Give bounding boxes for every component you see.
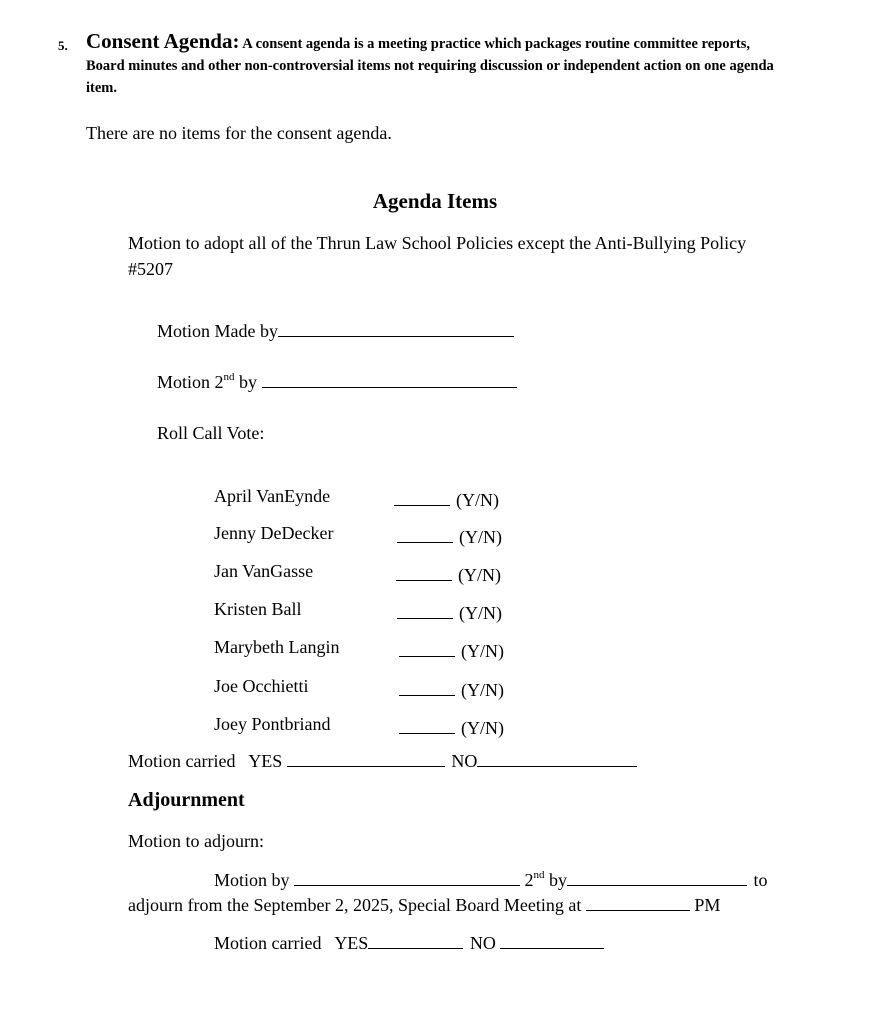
vote-blank[interactable] [397,603,453,619]
vote-blank[interactable] [399,680,455,696]
yn-label: (Y/N) [458,565,501,585]
adjourn-line2 [128,895,720,916]
vote-row [397,603,502,624]
member-name: Jan VanGasse [214,561,314,581]
vote-row [396,565,501,586]
motion-text-line1: Motion to adopt all of the Thrun Law School Policies except the Anti-Bullying Policy [128,233,747,253]
vote-row [399,718,504,739]
motion-2nd-blank[interactable] [262,372,517,388]
yn-label: (Y/N) [461,641,504,661]
member-name: Kristen Ball [214,599,302,619]
pm-label: PM [694,895,721,915]
yn-label: (Y/N) [459,527,502,547]
adjourn-yes-label: YES [334,933,369,953]
motion-2nd-row [157,372,517,393]
vote-row [399,680,504,701]
adjourn-meeting-text: adjourn from the September 2, 2025, Special Board Meeting at [128,895,582,915]
vote-blank[interactable] [399,718,455,734]
vote-row [399,641,504,662]
adjourn-carried-label: Motion carried [214,933,322,953]
motion-made-by-blank[interactable] [278,321,514,337]
vote-blank[interactable] [396,565,452,581]
vote-row [397,527,502,548]
adjourn-no-label: NO [469,933,496,953]
adjourn-2nd-blank[interactable] [567,870,747,886]
yes-blank[interactable] [287,751,445,767]
section-number: 5. [58,38,68,53]
adjourn-carried-row [214,933,604,954]
yn-label: (Y/N) [461,680,504,700]
adjourn-no-blank[interactable] [500,933,604,949]
motion-text-line2: #5207 [128,259,173,279]
motion-made-by-label: Motion Made by [157,321,278,341]
no-label: NO [451,751,478,771]
motion-to-adjourn: Motion to adjourn: [128,831,264,851]
adjournment-title: Adjournment [128,789,245,811]
vote-blank[interactable] [397,527,453,543]
member-name: Jenny DeDecker [214,523,334,543]
no-items-text: There are no items for the consent agenda. [86,123,392,143]
motion-2nd-label: Motion 2nd by [157,371,258,392]
motion-made-by-row [157,321,514,342]
vote-row [394,490,499,511]
agenda-items-title: Agenda Items [372,189,498,213]
adjourn-motion-by-blank[interactable] [294,870,520,886]
member-name: Joe Occhietti [214,676,309,696]
adjourn-2nd-label: 2nd by [524,869,568,890]
vote-blank[interactable] [399,641,455,657]
no-blank[interactable] [477,751,637,767]
vote-blank[interactable] [394,490,450,506]
member-name: Marybeth Langin [214,637,340,657]
yes-label: YES [248,751,283,771]
consent-agenda-block [86,30,786,99]
yn-label: (Y/N) [459,603,502,623]
adjourn-motion-by-label: Motion by [214,870,290,890]
yn-label: (Y/N) [461,718,504,738]
motion-carried-row [128,751,637,772]
consent-agenda-title: Consent Agenda: [86,29,240,53]
member-name: April VanEynde [214,486,331,506]
yn-label: (Y/N) [456,490,499,510]
member-name: Joey Pontbriand [214,714,331,734]
to-label: to [753,870,768,890]
adjourn-time-blank[interactable] [586,895,690,911]
roll-call-label: Roll Call Vote: [157,423,265,443]
consent-agenda-description: A consent agenda is a meeting practice which packages routine committee reports, Board minutes and other non-controversial items not requiring discussion or independent action on one agenda item. [86,36,774,96]
adjourn-motion-row [214,870,768,891]
motion-carried-label: Motion carried [128,751,236,771]
adjourn-yes-blank[interactable] [368,933,463,949]
